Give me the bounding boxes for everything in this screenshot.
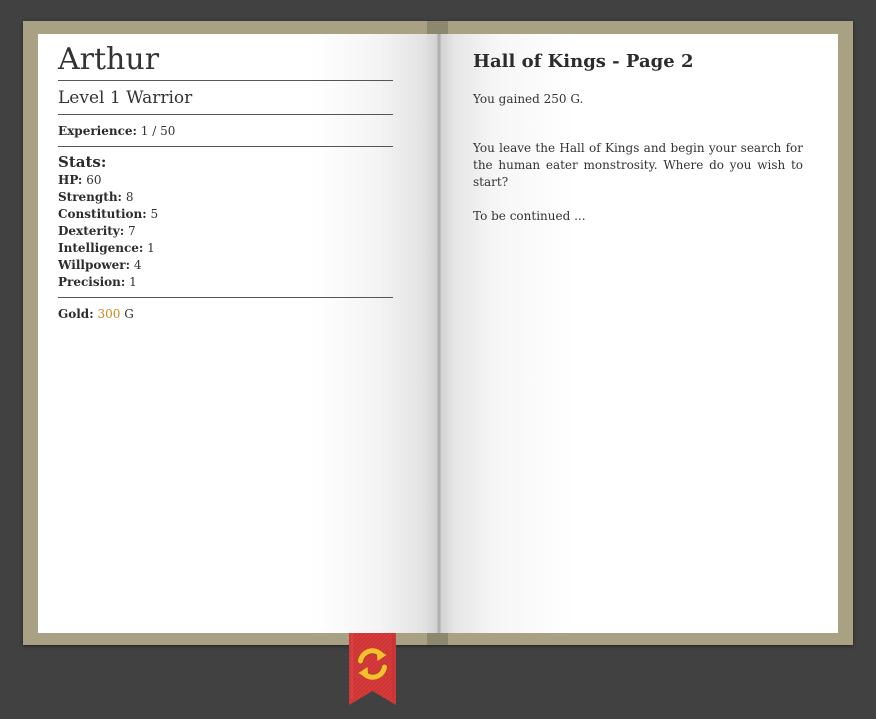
gold-row bbox=[58, 298, 393, 322]
bookmark-ribbon bbox=[349, 633, 396, 705]
stat-willpower bbox=[58, 257, 393, 274]
stat-label: Willpower: bbox=[58, 258, 131, 272]
story-page bbox=[439, 34, 838, 633]
stat-value: 4 bbox=[133, 258, 142, 272]
gold-unit: G bbox=[124, 307, 134, 321]
character-name: Arthur bbox=[58, 42, 393, 81]
gold-label: Gold: bbox=[58, 307, 94, 321]
stat-label: Precision: bbox=[58, 275, 126, 289]
stat-label: Intelligence: bbox=[58, 241, 144, 255]
stat-value: 5 bbox=[150, 207, 159, 221]
stat-dexterity bbox=[58, 223, 393, 240]
gain-text: You gained 250 G. bbox=[473, 92, 584, 106]
stats-title: Stats: bbox=[58, 153, 107, 171]
page-gutter bbox=[437, 34, 441, 633]
stat-intelligence bbox=[58, 240, 393, 257]
stat-label: Constitution: bbox=[58, 207, 147, 221]
character-page bbox=[38, 34, 439, 633]
stat-value: 1 bbox=[147, 241, 155, 255]
stat-label: Strength: bbox=[58, 190, 122, 204]
stat-constitution bbox=[58, 206, 393, 223]
stat-label: HP: bbox=[58, 173, 83, 187]
stat-value: 8 bbox=[125, 190, 134, 204]
stat-value: 1 bbox=[129, 275, 137, 289]
character-class: Level 1 Warrior bbox=[58, 81, 393, 115]
restart-bookmark-button[interactable] bbox=[349, 633, 396, 705]
stat-value: 7 bbox=[128, 224, 136, 238]
gold-value: 300 bbox=[97, 307, 121, 321]
experience-label: Experience: bbox=[58, 124, 137, 138]
continued-text: To be continued ... bbox=[473, 209, 586, 223]
experience-value: 1 / 50 bbox=[140, 124, 176, 138]
stat-hp bbox=[58, 172, 393, 189]
stat-value: 60 bbox=[86, 173, 102, 187]
stat-label: Dexterity: bbox=[58, 224, 125, 238]
stats-block bbox=[58, 147, 393, 298]
stat-strength bbox=[58, 189, 393, 206]
story-title: Hall of Kings - Page 2 bbox=[473, 51, 694, 72]
story-paragraph: You leave the Hall of Kings and begin your search for the human eater monstrosity. Where do you wish to start? bbox=[473, 141, 803, 189]
stat-precision bbox=[58, 274, 393, 291]
experience-row bbox=[58, 115, 393, 147]
